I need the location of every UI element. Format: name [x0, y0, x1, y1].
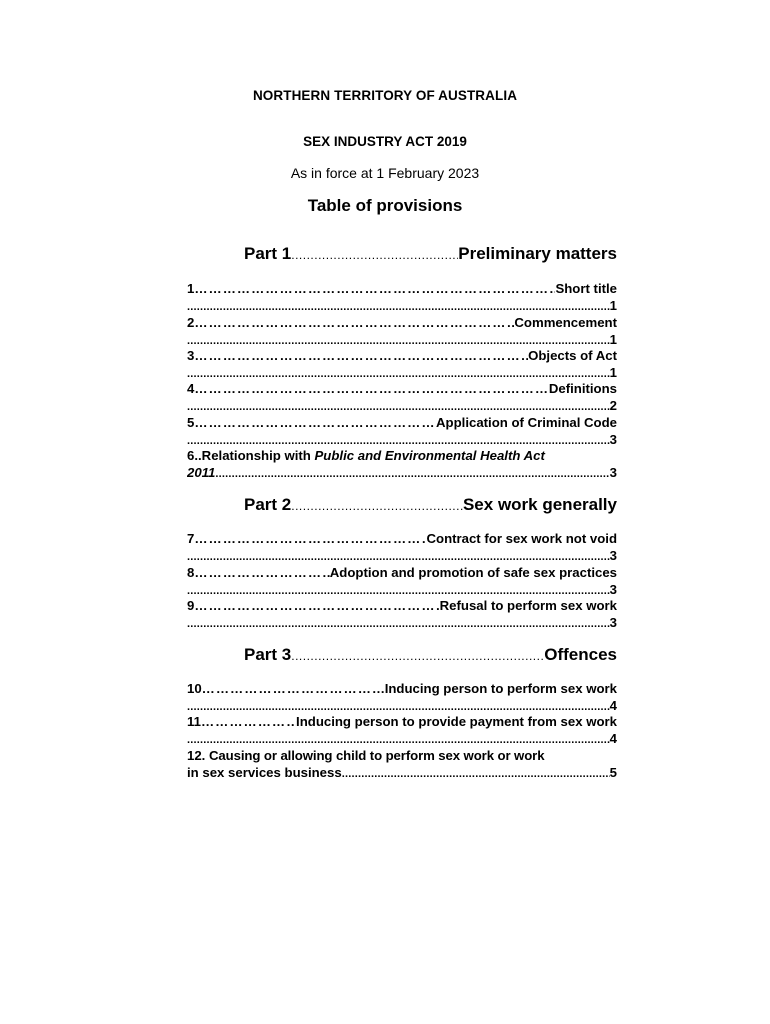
dot-leader — [187, 366, 610, 381]
page-number: 5 — [609, 765, 617, 780]
page-number: 3 — [609, 465, 617, 480]
dot-leader — [194, 280, 555, 297]
part-heading-1[interactable] — [244, 244, 617, 264]
section-title: Inducing person to perform sex work — [384, 681, 617, 696]
page-number: 1 — [609, 332, 617, 347]
page-number: 3 — [609, 582, 617, 597]
dot-leader — [187, 616, 610, 631]
in-force-date: As in force at 1 February 2023 — [290, 165, 480, 181]
section-number: 4 — [187, 381, 195, 396]
part-title: Sex work generally — [462, 495, 617, 514]
toc-entry-6[interactable] — [187, 447, 617, 481]
dot-leader — [187, 699, 610, 714]
dot-leader — [194, 597, 439, 614]
page-number: 2 — [609, 398, 617, 413]
section-title: Definitions — [548, 381, 617, 396]
dot-leader — [291, 499, 463, 513]
section-number: 2 — [187, 315, 195, 330]
dot-leader — [194, 314, 514, 331]
section-number: 10 — [187, 681, 202, 696]
section-title-continued: in sex services business — [187, 765, 342, 780]
dot-leader — [291, 248, 458, 262]
dot-leader — [194, 347, 528, 364]
dot-leader — [194, 564, 329, 581]
dot-leader — [342, 766, 610, 781]
part-label: Part 3 — [244, 645, 292, 664]
number-separator: .. — [194, 448, 202, 463]
dot-leader — [187, 583, 610, 598]
section-title: Adoption and promotion of safe sex practices — [329, 565, 617, 580]
toc-entry-1[interactable] — [187, 280, 617, 314]
section-number: 6 — [187, 448, 195, 463]
section-title: Refusal to perform sex work — [439, 598, 617, 613]
part-title: Offences — [544, 645, 617, 664]
section-title-prefix: Relationship with — [201, 448, 315, 463]
part-heading-3[interactable] — [244, 645, 617, 665]
part-label: Part 1 — [244, 244, 292, 263]
page-number: 4 — [609, 731, 617, 746]
dot-leader — [291, 649, 544, 663]
toc-heading: Table of provisions — [307, 196, 463, 215]
section-title: Causing or allowing child to perform sex work or work — [209, 748, 545, 763]
dot-leader — [187, 433, 610, 448]
section-title-italic: Public and Environmental Health Act — [314, 448, 545, 463]
toc-entry-7[interactable] — [187, 530, 617, 564]
section-title: Short title — [555, 281, 617, 296]
part-title: Preliminary matters — [458, 244, 617, 263]
page-number: 3 — [609, 615, 617, 630]
part-heading-2[interactable] — [244, 495, 617, 515]
section-number: 1 — [187, 281, 195, 296]
part-label: Part 2 — [244, 495, 292, 514]
dot-leader — [215, 466, 609, 481]
section-title: Application of Criminal Code — [436, 415, 617, 430]
page-number: 4 — [609, 698, 617, 713]
section-number: 3 — [187, 348, 195, 363]
page-number: 1 — [609, 365, 617, 380]
dot-leader — [187, 399, 610, 414]
section-title: Objects of Act — [528, 348, 617, 363]
dot-leader — [187, 299, 610, 314]
section-number: 7 — [187, 531, 195, 546]
dot-leader — [202, 680, 385, 697]
toc-entry-9[interactable] — [187, 597, 617, 631]
dot-leader — [201, 713, 296, 730]
dot-leader — [194, 380, 549, 397]
jurisdiction-heading: NORTHERN TERRITORY OF AUSTRALIA — [252, 88, 518, 103]
page-number: 1 — [609, 298, 617, 313]
section-title: Commencement — [514, 315, 617, 330]
section-title: Contract for sex work not void — [426, 531, 617, 546]
page-number: 3 — [609, 548, 617, 563]
toc-entry-3[interactable] — [187, 347, 617, 381]
dot-leader — [194, 530, 426, 547]
section-number: 5 — [187, 415, 195, 430]
section-number: 9 — [187, 598, 195, 613]
section-number: 11 — [187, 714, 201, 729]
dot-leader — [187, 549, 610, 564]
toc-entry-8[interactable] — [187, 564, 617, 598]
toc-entry-2[interactable] — [187, 314, 617, 348]
toc-entry-12[interactable] — [187, 747, 617, 781]
page-number: 3 — [609, 432, 617, 447]
number-separator: . — [201, 748, 209, 763]
dot-leader — [187, 732, 610, 747]
section-number: 12 — [187, 748, 202, 763]
toc-entry-5[interactable] — [187, 414, 617, 448]
dot-leader — [187, 333, 610, 348]
toc-entry-11[interactable] — [187, 713, 617, 747]
section-title: Inducing person to provide payment from sex work — [296, 714, 617, 729]
section-title-continued: 2011 — [187, 465, 216, 480]
section-title — [202, 447, 617, 464]
act-title: SEX INDUSTRY ACT 2019 — [303, 134, 467, 149]
section-number: 8 — [187, 565, 195, 580]
dot-leader — [194, 414, 436, 431]
toc-entry-4[interactable] — [187, 380, 617, 414]
toc-entry-10[interactable] — [187, 680, 617, 714]
